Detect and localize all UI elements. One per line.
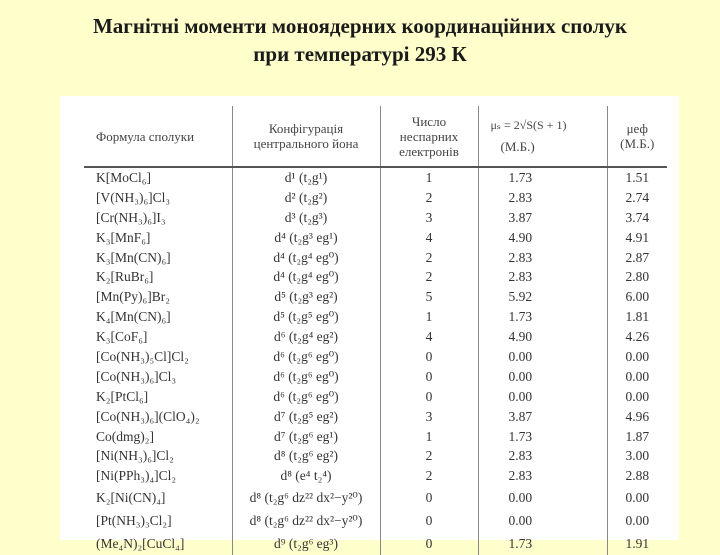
cell-effective-moment: 1.51 xyxy=(607,167,667,188)
cell-effective-moment: 4.26 xyxy=(607,327,667,347)
cell-configuration: d³ (t₂g³) xyxy=(232,208,380,228)
cell-effective-moment: 3.00 xyxy=(607,446,667,466)
cell-spin-only-moment: 2.83 xyxy=(478,248,607,268)
cell-spin-only-moment: 5.92 xyxy=(478,287,607,307)
table-row xyxy=(84,167,667,188)
cell-unpaired-count: 3 xyxy=(380,208,478,228)
header-unpaired-electrons: Число неспарних електронів xyxy=(380,106,478,167)
table-header-row xyxy=(84,106,667,167)
cell-spin-only-moment: 4.90 xyxy=(478,327,607,347)
cell-configuration: d⁸ (t₂g⁶ eg²) xyxy=(232,446,380,466)
cell-effective-moment: 0.00 xyxy=(607,367,667,387)
cell-unpaired-count: 2 xyxy=(380,248,478,268)
cell-effective-moment: 0.00 xyxy=(607,387,667,407)
header-spin-only-moment: μₛ = 2√S(S + 1) (М.Б.) xyxy=(478,106,607,167)
cell-formula: K₂[Ni(CN)₄] xyxy=(96,489,166,505)
cell-spin-only-moment: 1.73 xyxy=(478,427,607,447)
cell-unpaired-count: 1 xyxy=(380,167,478,188)
cell-formula: (Me₄N)₂[CuCl₄] xyxy=(96,535,185,551)
cell-formula: [Co(NH₃)₅Cl]Cl₂ xyxy=(96,348,189,364)
cell-effective-moment: 1.81 xyxy=(607,307,667,327)
table-row xyxy=(84,307,667,327)
cell-unpaired-count: 2 xyxy=(380,446,478,466)
cell-unpaired-count: 2 xyxy=(380,188,478,208)
cell-formula: K₃[CoF₆] xyxy=(96,329,148,345)
cell-formula: [V(NH₃)₆]Cl₃ xyxy=(96,189,171,205)
cell-spin-only-moment: 2.83 xyxy=(478,267,607,287)
table-row xyxy=(84,387,667,407)
cell-configuration: d⁵ (t₂g³ eg²) xyxy=(232,287,380,307)
cell-formula: Co(dmg)₂] xyxy=(96,428,154,444)
cell-configuration: d⁶ (t₂g⁶ eg⁰) xyxy=(232,347,380,367)
cell-spin-only-moment: 1.73 xyxy=(478,307,607,327)
cell-configuration: d⁸ (t₂g⁶ dz²² dx²−y²⁰) xyxy=(232,509,380,532)
title-line-1: Магнітні моменти моноядерних координаційних сполук xyxy=(92,14,628,38)
cell-spin-only-moment: 3.87 xyxy=(478,407,607,427)
cell-formula: K₂[PtCl₆] xyxy=(96,388,149,404)
header-formula: Формула сполуки xyxy=(84,106,232,167)
cell-configuration: d¹ (t₂g¹) xyxy=(232,167,380,188)
cell-formula: K₄[Mn(CN)₆] xyxy=(96,309,171,325)
cell-spin-only-moment: 1.73 xyxy=(478,532,607,555)
cell-formula: K₂[RuBr₆] xyxy=(96,269,154,285)
cell-formula: [Ni(PPh₃)₄]Cl₂ xyxy=(96,468,177,484)
cell-spin-only-moment: 0.00 xyxy=(478,387,607,407)
cell-spin-only-moment: 0.00 xyxy=(478,486,607,509)
table-row xyxy=(84,407,667,427)
cell-effective-moment: 2.87 xyxy=(607,248,667,268)
cell-configuration: d⁴ (t₂g⁴ eg⁰) xyxy=(232,248,380,268)
cell-effective-moment: 0.00 xyxy=(607,486,667,509)
table-row xyxy=(84,287,667,307)
cell-effective-moment: 4.96 xyxy=(607,407,667,427)
cell-configuration: d² (t₂g²) xyxy=(232,188,380,208)
cell-unpaired-count: 2 xyxy=(380,466,478,486)
table-row xyxy=(84,427,667,447)
cell-spin-only-moment: 3.87 xyxy=(478,208,607,228)
table-row xyxy=(84,347,667,367)
table-body xyxy=(84,167,667,555)
cell-unpaired-count: 0 xyxy=(380,387,478,407)
cell-spin-only-moment: 2.83 xyxy=(478,466,607,486)
table-row xyxy=(84,446,667,466)
cell-configuration: d⁶ (t₂g⁴ eg²) xyxy=(232,327,380,347)
table-row xyxy=(84,509,667,532)
table-row xyxy=(84,466,667,486)
table-row xyxy=(84,327,667,347)
header-effective-moment: μеф (М.Б.) xyxy=(607,106,667,167)
table-row xyxy=(84,532,667,555)
table-image xyxy=(60,96,679,551)
cell-effective-moment: 0.00 xyxy=(607,509,667,532)
cell-spin-only-moment: 4.90 xyxy=(478,228,607,248)
cell-formula: [Co(NH₃)₆](ClO₄)₂ xyxy=(96,408,200,424)
cell-formula: [Pt(NH₃)₃Cl₂] xyxy=(96,512,172,528)
cell-effective-moment: 1.91 xyxy=(607,532,667,555)
cell-configuration: d⁸ (e⁴ t₂⁴) xyxy=(232,466,380,486)
cell-unpaired-count: 0 xyxy=(380,509,478,532)
header-configuration: Конфігурація центрального йона xyxy=(232,106,380,167)
cell-effective-moment: 0.00 xyxy=(607,347,667,367)
cell-effective-moment: 2.88 xyxy=(607,466,667,486)
cell-spin-only-moment: 0.00 xyxy=(478,367,607,387)
cell-configuration: d⁵ (t₂g⁵ eg⁰) xyxy=(232,307,380,327)
cell-configuration: d⁸ (t₂g⁶ dz²² dx²−y²⁰) xyxy=(232,486,380,509)
cell-configuration: d⁷ (t₂g⁶ eg¹) xyxy=(232,427,380,447)
cell-formula: K₃[MnF₆] xyxy=(96,229,151,245)
cell-spin-only-moment: 1.73 xyxy=(478,167,607,188)
cell-formula: [Co(NH₃)₆]Cl₃ xyxy=(96,368,177,384)
cell-configuration: d⁷ (t₂g⁵ eg²) xyxy=(232,407,380,427)
cell-unpaired-count: 0 xyxy=(380,486,478,509)
table-row xyxy=(84,248,667,268)
cell-unpaired-count: 1 xyxy=(380,427,478,447)
cell-effective-moment: 2.74 xyxy=(607,188,667,208)
cell-effective-moment: 4.91 xyxy=(607,228,667,248)
cell-formula: [Mn(Py)₆]Br₂ xyxy=(96,289,170,305)
table-row xyxy=(84,267,667,287)
cell-effective-moment: 6.00 xyxy=(607,287,667,307)
cell-configuration: d⁴ (t₂g³ eg¹) xyxy=(232,228,380,248)
cell-configuration: d⁶ (t₂g⁶ eg⁰) xyxy=(232,367,380,387)
title-line-2: при температурі 293 К xyxy=(253,42,467,66)
table-row xyxy=(84,208,667,228)
cell-unpaired-count: 0 xyxy=(380,347,478,367)
cell-unpaired-count: 4 xyxy=(380,327,478,347)
table-row xyxy=(84,367,667,387)
table-row xyxy=(84,486,667,509)
cell-effective-moment: 1.87 xyxy=(607,427,667,447)
cell-unpaired-count: 1 xyxy=(380,307,478,327)
cell-unpaired-count: 3 xyxy=(380,407,478,427)
cell-effective-moment: 3.74 xyxy=(607,208,667,228)
cell-formula: K₃[Mn(CN)₆] xyxy=(96,249,171,265)
cell-configuration: d⁹ (t₂g⁶ eg³) xyxy=(232,532,380,555)
cell-unpaired-count: 2 xyxy=(380,267,478,287)
cell-spin-only-moment: 2.83 xyxy=(478,188,607,208)
table-row xyxy=(84,188,667,208)
cell-configuration: d⁶ (t₂g⁶ eg⁰) xyxy=(232,387,380,407)
cell-spin-only-moment: 0.00 xyxy=(478,347,607,367)
cell-unpaired-count: 4 xyxy=(380,228,478,248)
cell-formula: [Cr(NH₃)₆]I₃ xyxy=(96,209,166,225)
cell-spin-only-moment: 2.83 xyxy=(478,446,607,466)
cell-formula: K[MoCl₆] xyxy=(96,169,151,185)
cell-configuration: d⁴ (t₂g⁴ eg⁰) xyxy=(232,267,380,287)
cell-unpaired-count: 5 xyxy=(380,287,478,307)
table-row xyxy=(84,228,667,248)
cell-spin-only-moment: 0.00 xyxy=(478,509,607,532)
magnetic-moments-table xyxy=(84,106,667,555)
cell-effective-moment: 2.80 xyxy=(607,267,667,287)
cell-unpaired-count: 0 xyxy=(380,532,478,555)
cell-unpaired-count: 0 xyxy=(380,367,478,387)
slide-title xyxy=(0,12,720,68)
cell-formula: [Ni(NH₃)₆]Cl₂ xyxy=(96,448,174,464)
